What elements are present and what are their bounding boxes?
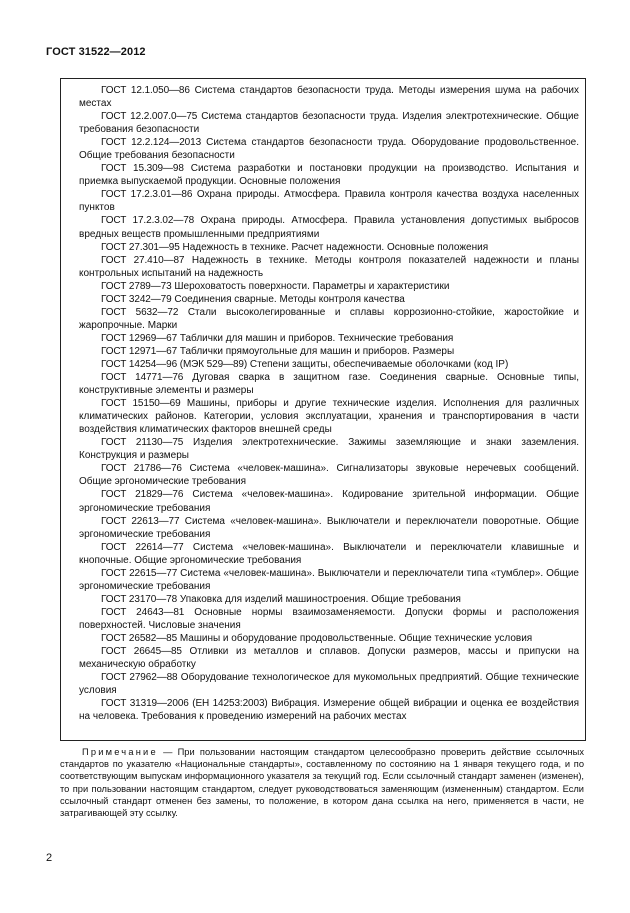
reference-item (79, 606, 579, 632)
reference-code: ГОСТ 12.2.124—2013 (101, 137, 202, 149)
reference-title: Дуговая сварка в защитном газе. Соединения сварные. Основные типы, конструктивные элементы и размеры (79, 372, 580, 397)
reference-code: ГОСТ 24643—81 (101, 606, 185, 618)
reference-code: ГОСТ 12971—67 (101, 345, 178, 357)
reference-code: ГОСТ 21130—75 (101, 437, 184, 449)
reference-item (79, 358, 579, 371)
reference-item (79, 397, 579, 436)
reference-code: ГОСТ 17.2.3.02—78 (101, 215, 195, 227)
reference-title: Надежность в технике. Расчет надежности. Основные положения (182, 241, 489, 253)
reference-title: Соединения сварные. Методы контроля качества (174, 293, 405, 305)
reference-code: ГОСТ 22615—77 (101, 567, 178, 579)
reference-code: ГОСТ 3242—79 (101, 293, 172, 305)
reference-code: ГОСТ 15.309—98 (101, 163, 184, 175)
reference-item (79, 188, 579, 214)
reference-code: ГОСТ 27.301—95 (101, 241, 180, 253)
reference-title: Таблички прямоугольные для машин и приборов. Размеры (179, 345, 455, 357)
reference-title: Основные нормы взаимозаменяемости. Допуски формы и расположения поверхностей. Числовые значения (79, 606, 579, 631)
references-frame (60, 78, 586, 741)
reference-item (79, 214, 579, 240)
reference-title: Таблички для машин и приборов. Технические требования (179, 332, 454, 344)
reference-item (79, 593, 579, 606)
reference-item (79, 371, 579, 397)
document-header: ГОСТ 31522—2012 (46, 46, 146, 58)
reference-item (79, 488, 579, 514)
reference-item (79, 567, 579, 593)
note-label: Примечание (82, 747, 158, 757)
reference-code: ГОСТ 21829—76 (101, 489, 184, 501)
reference-item (79, 436, 579, 462)
reference-title: Изделия электротехнические. Зажимы заземляющие и знаки заземления. Конструкция и размеры (79, 437, 580, 462)
reference-item (79, 293, 579, 306)
reference-code: ГОСТ 14254—96 (МЭК 529—89) (101, 358, 248, 370)
reference-title: Машины и оборудование продовольственные. Общие технические условия (179, 632, 533, 644)
reference-code: ГОСТ 26582—85 (101, 632, 178, 644)
reference-title: Система разработки и постановки продукции на производство. Испытания и приемка выпускаемой продукции. Основные положения (79, 163, 579, 188)
reference-title: Система «человек-машина». Выключатели и переключатели типа «тумблер». Общие эргономические требования (79, 567, 579, 592)
reference-item (79, 541, 579, 567)
reference-title: Надежность в технике. Методы контроля показателей надежности и планы контрольных испытаний на надежность (79, 254, 580, 279)
reference-item (79, 84, 579, 110)
reference-code: ГОСТ 12.2.007.0—75 (101, 111, 198, 123)
reference-title: Система стандартов безопасности труда. Оборудование продовольственное. Общие требования безопасности (79, 137, 579, 162)
reference-code: ГОСТ 12969—67 (101, 332, 178, 344)
reference-title: Машины, приборы и другие технические изделия. Исполнения для различных климатических районов. Категории, условия эксплуатации, хранения и транспортирования в части воздействия климатических факторов внешней среды (79, 398, 580, 436)
reference-item (79, 280, 579, 293)
reference-item (79, 462, 579, 488)
reference-title: Отливки из металлов и сплавов. Допуски размеров, массы и припуски на механическую обработку (79, 646, 580, 671)
reference-code: ГОСТ 31319—2006 (EH 14253:2003) (101, 698, 268, 710)
reference-item (79, 645, 579, 671)
reference-item (79, 254, 579, 280)
reference-code: ГОСТ 14771—76 (101, 372, 184, 384)
reference-title: Система «человек-машина». Кодирование зрительной информации. Общие эргономические требования (79, 489, 580, 514)
reference-item (79, 306, 579, 332)
reference-item (79, 241, 579, 254)
note-text: — При пользовании настоящим стандартом целесообразно проверить действие ссылочных стандартов по указателю «Национальные стандарты», составленному по состоянию на 1 января текущего года, и по соответствующим выпускам информационного указателя за текущий год. Если ссылочный стандарт заменен (изменен), то при пользовании настоящим стандартом, следует руководствоваться заменяющим (измененным) стандартом. Если ссылочный стандарт отменен без замены, то положение, в котором дана ссылка на него, применяется в части, не затрагивающей эту ссылку. (60, 747, 584, 819)
reference-title: Система «человек-машина». Выключатели и переключатели поворотные. Общие эргономические требования (79, 515, 579, 540)
reference-code: ГОСТ 15150—69 (101, 398, 181, 410)
reference-item (79, 632, 579, 645)
reference-code: ГОСТ 21786—76 (101, 463, 182, 475)
reference-item (79, 136, 579, 162)
reference-title: Вибрация. Измерение общей вибрации и оценка ее воздействия на человека. Требования к проведению измерений на рабочих местах (79, 698, 579, 723)
note-paragraph (60, 746, 584, 819)
reference-title: Система стандартов безопасности труда. Изделия электротехнические. Общие требования безопасности (79, 111, 579, 136)
reference-title: Охрана природы. Атмосфера. Правила установления допустимых выбросов вредных веществ промышленными предприятиями (79, 215, 579, 240)
reference-item (79, 345, 579, 358)
reference-code: ГОСТ 26645—85 (101, 646, 182, 658)
reference-title: Степени защиты, обеспечиваемые оболочками (код IP) (249, 358, 509, 370)
reference-item (79, 697, 579, 723)
reference-title: Система «человек-машина». Выключатели и переключатели клавишные и кнопочные. Общие эргономические требования (79, 541, 580, 566)
reference-title: Охрана природы. Атмосфера. Правила контроля качества воздуха населенных пунктов (79, 189, 580, 214)
reference-title: Шероховатость поверхности. Параметры и характеристики (174, 280, 450, 292)
reference-title: Стали высоколегированные и сплавы коррозионно-стойкие, жаростойкие и жаропрочные. Марки (79, 306, 580, 331)
reference-item (79, 515, 579, 541)
reference-code: ГОСТ 2789—73 (101, 280, 172, 292)
reference-code: ГОСТ 27962—88 (101, 672, 178, 684)
reference-item (79, 110, 579, 136)
reference-title: Система стандартов безопасности труда. Методы измерения шума на рабочих местах (79, 85, 580, 110)
reference-item (79, 671, 579, 697)
reference-item (79, 332, 579, 345)
page-number: 2 (46, 852, 53, 864)
reference-title: Упаковка для изделий машиностроения. Общие требования (179, 593, 461, 605)
references-list (79, 84, 579, 723)
reference-code: ГОСТ 27.410—87 (101, 254, 185, 266)
reference-item (79, 162, 579, 188)
reference-code: ГОСТ 17.2.3.01—86 (101, 189, 193, 201)
reference-code: ГОСТ 22613—77 (101, 515, 180, 527)
reference-code: ГОСТ 5632—72 (101, 306, 179, 318)
reference-title: Оборудование технологическое для мукомольных предприятий. Общие технические условия (79, 672, 580, 697)
reference-code: ГОСТ 12.1.050—86 (101, 85, 190, 96)
reference-title: Система «человек-машина». Сигнализаторы звуковые неречевых сообщений. Общие эргономические требования (79, 463, 579, 488)
reference-code: ГОСТ 22614—77 (101, 541, 184, 553)
reference-code: ГОСТ 23170—78 (101, 593, 178, 605)
